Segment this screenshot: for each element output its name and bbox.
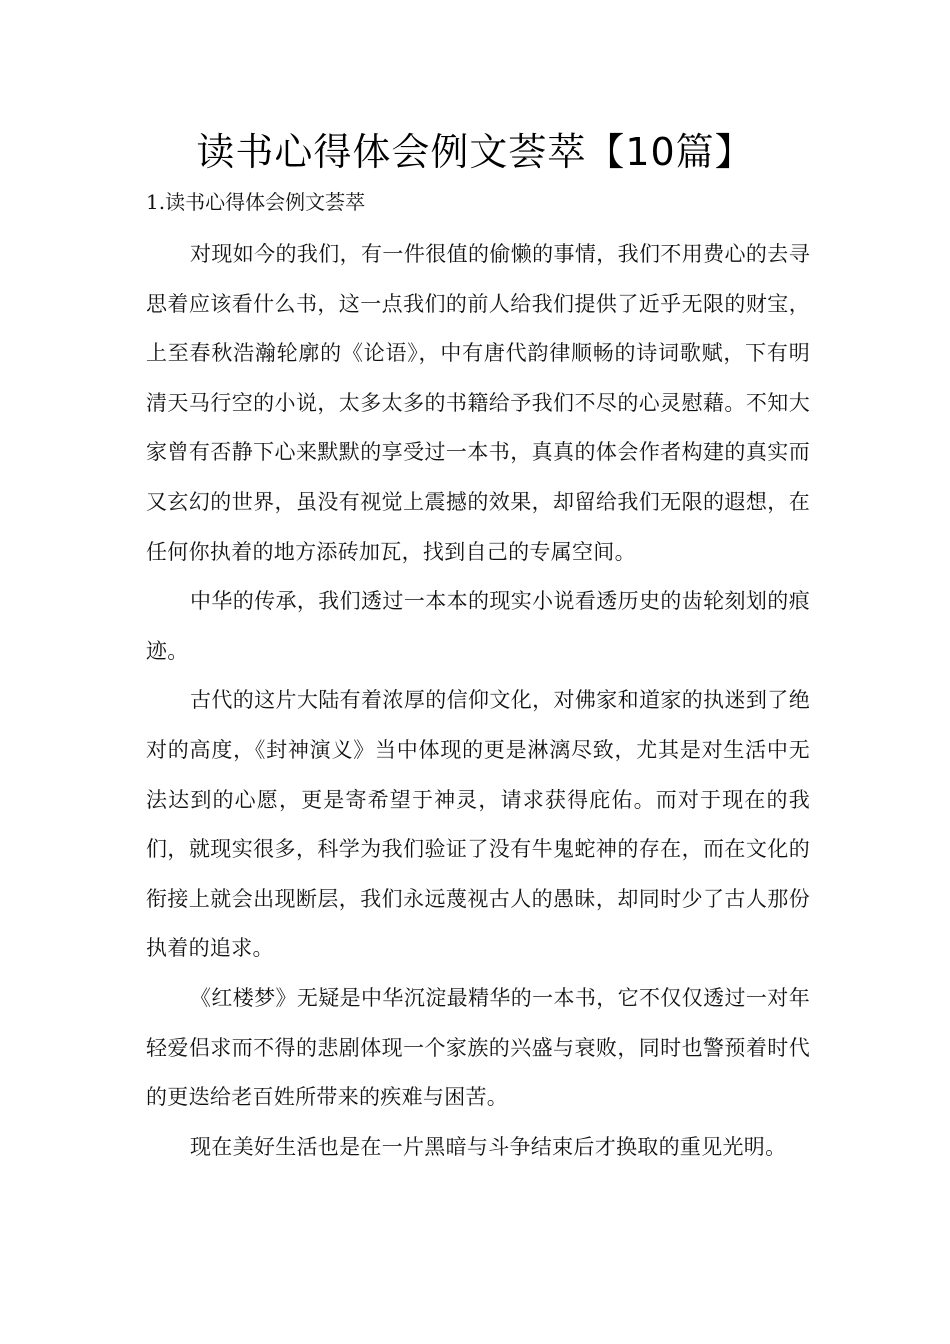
document-title: 读书心得体会例文荟萃【10篇】 xyxy=(196,130,754,174)
paragraph: 古代的这片大陆有着浓厚的信仰文化，对佛家和道家的执迷到了绝对的高度，《封神演义》当中体现的更是淋漓尽致，尤其是对生活中无法达到的心愿，更是寄希望于神灵，请求获得庇佑。而对于现在的我们，就现实很多，科学为我们验证了没有牛鬼蛇神的存在，而在文化的衔接上就会出现断层，我们永远蔑视古人的愚昧，却同时少了古人那份执着的追求。 xyxy=(146,688,810,961)
paragraph: 《红楼梦》无疑是中华沉淀最精华的一本书，它不仅仅透过一对年轻爱侣求而不得的悲剧体现一个家族的兴盛与衰败，同时也警预着时代的更迭给老百姓所带来的疾难与困苦。 xyxy=(146,985,810,1110)
document-body xyxy=(146,230,810,1172)
paragraph: 现在美好生活也是在一片黑暗与斗争结束后才换取的重见光明。 xyxy=(190,1134,787,1159)
paragraph: 对现如今的我们，有一件很值的偷懒的事情，我们不用费心的去寻思着应该看什么书，这一点我们的前人给我们提供了近乎无限的财宝，上至春秋浩瀚轮廓的《论语》，中有唐代韵律顺畅的诗词歌赋，下有明清天马行空的小说，太多太多的书籍给予我们不尽的心灵慰藉。不知大家曾有否静下心来默默的享受过一本书，真真的体会作者构建的真实而又玄幻的世界，虽没有视觉上震撼的效果，却留给我们无限的遐想，在任何你执着的地方添砖加瓦，找到自己的专属空间。 xyxy=(146,242,810,564)
section-heading: 1.读书心得体会例文荟萃 xyxy=(146,190,366,214)
paragraph: 中华的传承，我们透过一本本的现实小说看透历史的齿轮刻划的痕迹。 xyxy=(146,589,810,663)
